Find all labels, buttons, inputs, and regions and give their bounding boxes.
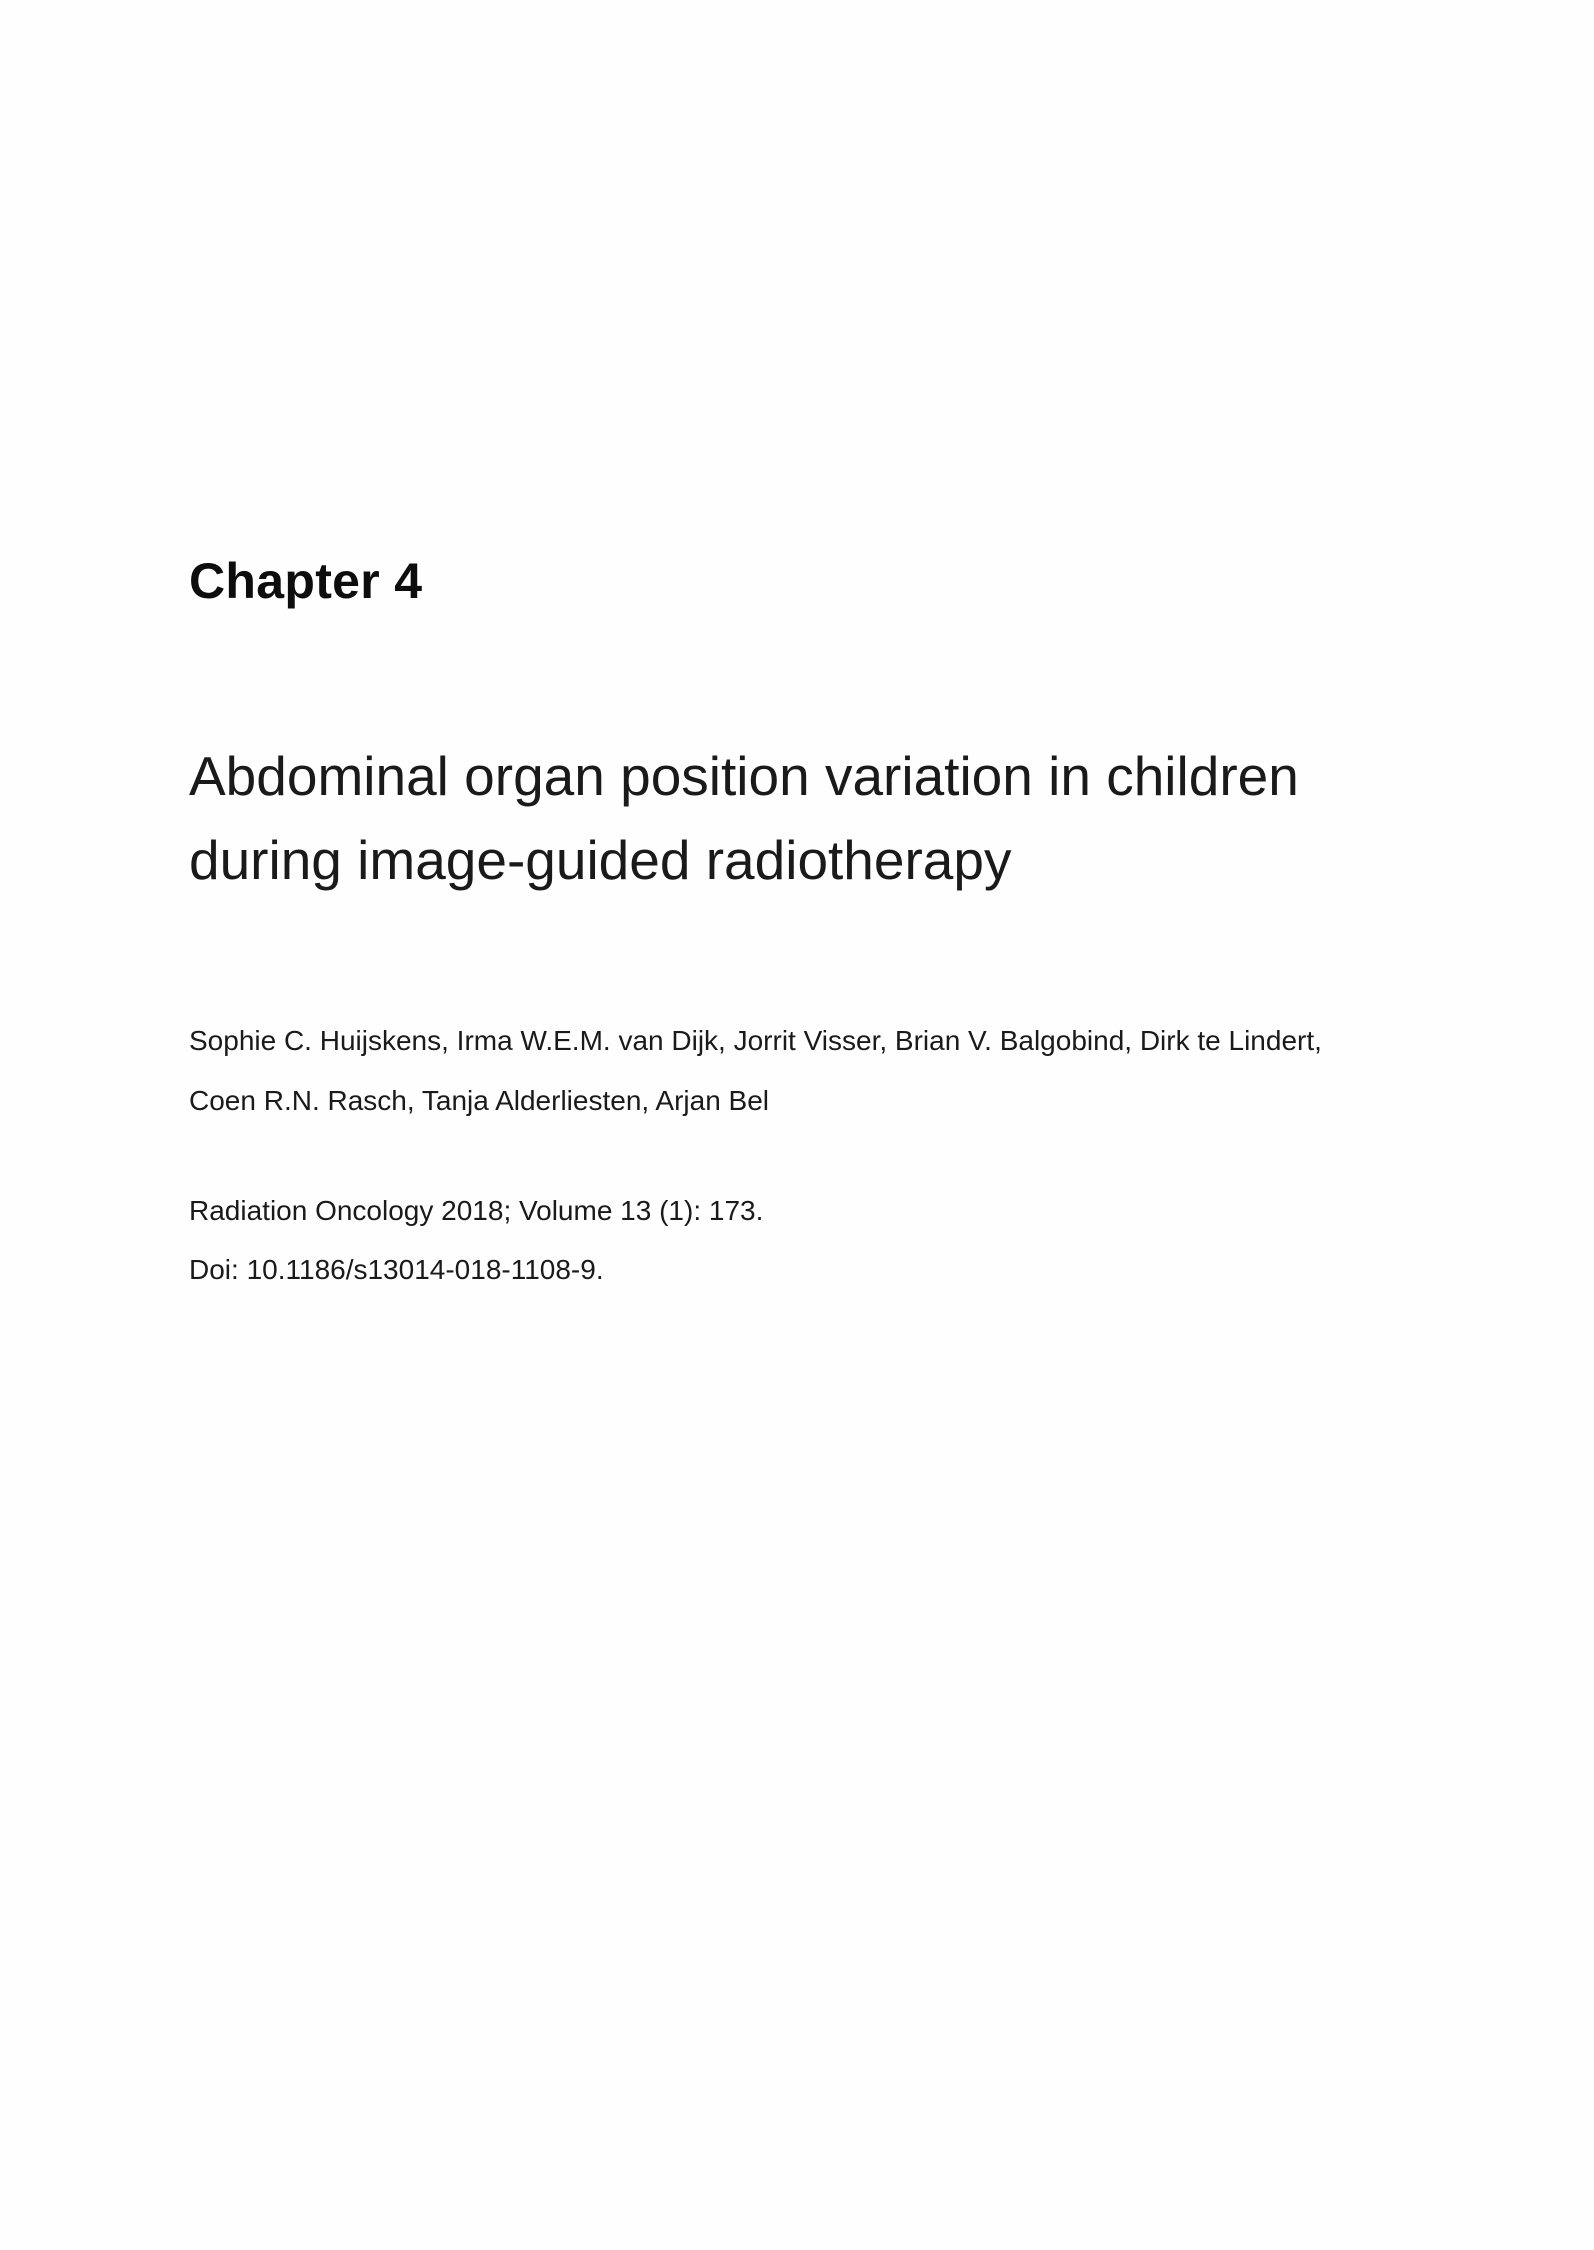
author-list [189, 1011, 1489, 1131]
author-list-line-2: Coen R.N. Rasch, Tanja Alderliesten, Arjan Bel [189, 1085, 770, 1116]
chapter-title-line-1: Abdominal organ position variation in children [189, 744, 1299, 807]
chapter-title [189, 734, 1439, 902]
doi-reference: Doi: 10.1186/s13014-018-1108-9. [189, 1254, 604, 1285]
journal-reference: Radiation Oncology 2018; Volume 13 (1): 173. [189, 1195, 764, 1226]
citation [189, 1181, 1389, 1299]
chapter-label: Chapter 4 [189, 552, 423, 609]
chapter-title-line-2: during image-guided radiotherapy [189, 828, 1012, 891]
author-list-line-1: Sophie C. Huijskens, Irma W.E.M. van Dijk, Jorrit Visser, Brian V. Balgobind, Dirk te Lindert, [189, 1025, 1322, 1056]
